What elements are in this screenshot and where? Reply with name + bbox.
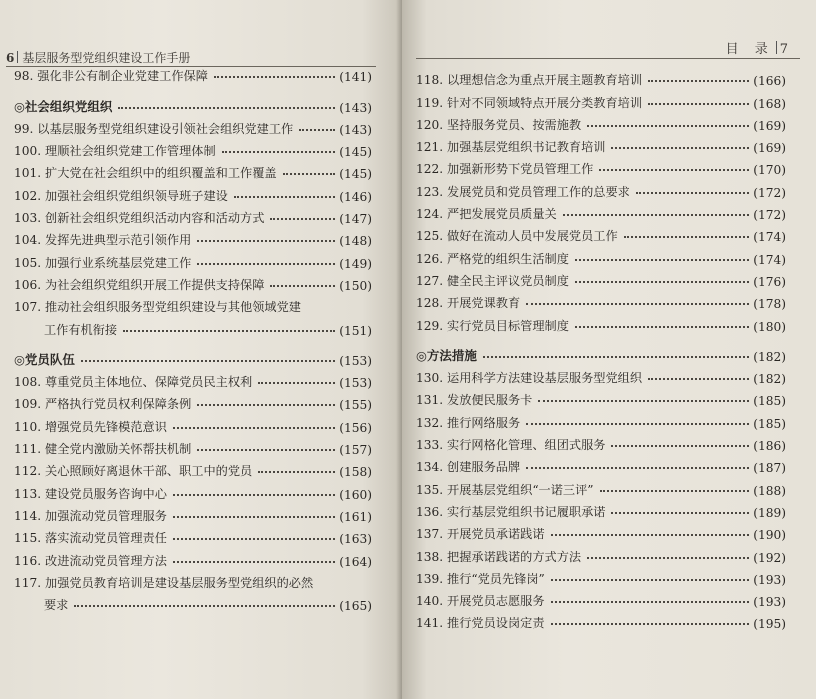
- toc-page-number: (156): [339, 420, 372, 435]
- toc-entry: [14, 502, 372, 524]
- toc-entry-label: 104. 发挥先进典型示范引领作用: [14, 233, 192, 248]
- toc-entry-label: 98. 强化非公有制企业党建工作保障: [14, 69, 208, 84]
- toc-entry-label: 118. 以理想信念为重点开展主题教育培训: [416, 73, 643, 88]
- toc-entry: [416, 311, 786, 333]
- toc-entry-label: 108. 尊重党员主体地位、保障党员民主权利: [14, 375, 253, 390]
- toc-page-number: (143): [339, 122, 372, 137]
- left-page: [0, 0, 402, 699]
- dot-leader: [611, 512, 749, 514]
- toc-list-right: [416, 66, 786, 631]
- toc-page-number: (189): [753, 505, 786, 520]
- toc-page-number: (176): [753, 274, 786, 289]
- toc-entry-label: 140. 开展党员志愿服务: [416, 594, 545, 609]
- toc-entry-label: 116. 改进流动党员管理方法: [14, 553, 167, 568]
- toc-entry: [14, 546, 372, 568]
- dot-leader: [118, 107, 335, 109]
- toc-entry-label: 109. 严格执行党员权利保障条例: [14, 397, 192, 412]
- toc-page-number: (182): [753, 349, 786, 364]
- dot-leader: [587, 125, 749, 127]
- toc-entry: [416, 222, 786, 244]
- dot-leader: [611, 445, 749, 447]
- toc-page-number: (161): [339, 509, 372, 524]
- toc-entry: [14, 181, 372, 203]
- dot-leader: [599, 169, 749, 171]
- dot-leader: [258, 471, 335, 473]
- section-heading-label: ◎党员队伍: [14, 351, 75, 367]
- dot-leader: [526, 423, 749, 425]
- toc-entry-label: 135. 开展基层党组织“一诺三评”: [416, 482, 594, 497]
- toc-entry-label: 125. 做好在流动人员中发展党员工作: [416, 229, 618, 244]
- dot-leader: [197, 449, 335, 451]
- toc-entry: [416, 542, 786, 564]
- toc-entry-label: 120. 坚持服务党员、按需施教: [416, 117, 582, 132]
- toc-entry-label: 136. 实行基层党组织书记履职承诺: [416, 504, 606, 519]
- toc-page-number: (170): [753, 163, 786, 178]
- section-heading-label: ◎方法措施: [416, 347, 477, 363]
- toc-page-number: (180): [753, 319, 786, 334]
- toc-entry-label: 139. 推行“党员先锋岗”: [416, 571, 545, 586]
- toc-page-number: (146): [339, 189, 372, 204]
- toc-page-number: (145): [339, 145, 372, 160]
- dot-leader: [214, 76, 335, 78]
- toc-page-number: (169): [753, 141, 786, 156]
- toc-entry: [416, 498, 786, 520]
- dot-leader: [575, 281, 749, 283]
- toc-entry: [416, 520, 786, 542]
- toc-entry-label-continued: 要求: [44, 598, 69, 613]
- dot-leader: [299, 129, 335, 131]
- toc-page-number: (145): [339, 167, 372, 182]
- toc-entry-label: 121. 加强基层党组织书记教育培训: [416, 140, 606, 155]
- dot-leader: [74, 605, 335, 607]
- dot-leader: [234, 196, 335, 198]
- toc-page-number: (151): [339, 323, 372, 338]
- dot-leader: [563, 214, 750, 216]
- toc-page-number: (158): [339, 465, 372, 480]
- dot-leader: [173, 427, 335, 429]
- toc-page-number: (185): [753, 394, 786, 409]
- section-heading-label: ◎社会组织党组织: [14, 98, 113, 114]
- toc-entry: [14, 412, 372, 434]
- toc-entry: [416, 408, 786, 430]
- toc-page-number: (155): [339, 398, 372, 413]
- toc-page-number: (157): [339, 443, 372, 458]
- toc-entry-label: 129. 实行党员目标管理制度: [416, 318, 569, 333]
- dot-leader: [611, 147, 749, 149]
- toc-entry-label: 132. 推行网络服务: [416, 415, 521, 430]
- dot-leader: [551, 601, 750, 603]
- toc-entry: [14, 524, 372, 546]
- toc-entry-label: 105. 加强行业系统基层党建工作: [14, 255, 192, 270]
- dot-leader: [624, 236, 750, 238]
- toc-entry-label: 113. 建设党员服务咨询中心: [14, 486, 167, 501]
- dot-leader: [648, 103, 749, 105]
- toc-entry: [14, 204, 372, 226]
- dot-leader: [575, 259, 749, 261]
- toc-page-number: (160): [339, 487, 372, 502]
- toc-page-number: (174): [753, 230, 786, 245]
- dot-leader: [648, 80, 749, 82]
- toc-page-number: (195): [753, 617, 786, 632]
- dot-leader: [587, 557, 749, 559]
- running-title: 基层服务型党组织建设工作手册: [22, 51, 191, 65]
- toc-page-number: (190): [753, 528, 786, 543]
- toc-entry-label: 99. 以基层服务型党组织建设引领社会组织党建工作: [14, 121, 294, 136]
- toc-page-number: (148): [339, 234, 372, 249]
- toc-entry: [416, 453, 786, 475]
- toc-page-number: (168): [753, 96, 786, 111]
- toc-page-number: (166): [753, 74, 786, 89]
- toc-entry: [14, 390, 372, 412]
- dot-leader: [526, 467, 749, 469]
- toc-entry: [416, 565, 786, 587]
- toc-page-number: (187): [753, 461, 786, 476]
- right-page: [402, 0, 816, 699]
- toc-entry-label: 102. 加强社会组织党组织领导班子建设: [14, 188, 228, 203]
- toc-entry: [416, 244, 786, 266]
- toc-page-number: (141): [339, 70, 372, 85]
- toc-entry: [14, 248, 372, 270]
- dot-leader: [258, 382, 335, 384]
- dot-leader: [173, 538, 335, 540]
- dot-leader: [483, 356, 749, 358]
- toc-entry-label: 107. 推动社会组织服务型党组织建设与其他领域党建: [14, 300, 301, 315]
- toc-page-number: (186): [753, 439, 786, 454]
- toc-page-number: (182): [753, 372, 786, 387]
- toc-entry: [416, 386, 786, 408]
- toc-entry: [416, 155, 786, 177]
- toc-entry: [14, 159, 372, 181]
- toc-page-number: (192): [753, 550, 786, 565]
- toc-page-number: (153): [339, 353, 372, 368]
- toc-entry: [14, 479, 372, 501]
- header-divider: [776, 41, 777, 54]
- dot-leader: [197, 404, 335, 406]
- toc-entry-label: 103. 创新社会组织党组织活动内容和活动方式: [14, 211, 265, 226]
- toc-entry-label: 119. 针对不同领域特点开展分类教育培训: [416, 95, 643, 110]
- toc-entry: [14, 293, 372, 338]
- dot-leader: [600, 490, 750, 492]
- right-page-header: [726, 38, 794, 57]
- dot-leader: [575, 326, 749, 328]
- toc-entry-label: 123. 发展党员和党员管理工作的总要求: [416, 184, 630, 199]
- dot-leader: [551, 623, 750, 625]
- dot-leader: [270, 285, 335, 287]
- toc-page-number: (193): [753, 595, 786, 610]
- toc-entry-label: 130. 运用科学方法建设基层服务型党组织: [416, 371, 643, 386]
- toc-entry: [14, 271, 372, 293]
- toc-entry: [14, 368, 372, 390]
- dot-leader: [648, 378, 749, 380]
- toc-page-number: (153): [339, 376, 372, 391]
- toc-entry-label: 133. 实行网格化管理、组团式服务: [416, 438, 606, 453]
- dot-leader: [526, 303, 749, 305]
- toc-list-left: [14, 62, 372, 613]
- left-page-number: 6: [6, 51, 15, 65]
- toc-entry-label: 127. 健全民主评议党员制度: [416, 273, 569, 288]
- toc-entry-label: 100. 理顺社会组织党建工作管理体制: [14, 144, 216, 159]
- toc-entry: [14, 115, 372, 137]
- toc-entry-label: 111. 健全党内激励关怀帮扶机制: [14, 442, 192, 457]
- toc-page-number: (185): [753, 416, 786, 431]
- toc-entry-label: 112. 关心照顾好离退休干部、职工中的党员: [14, 464, 253, 479]
- toc-entry: [14, 457, 372, 479]
- toc-entry: [416, 88, 786, 110]
- toc-page-number: (143): [339, 100, 372, 115]
- toc-page-number: (150): [339, 278, 372, 293]
- toc-entry-label: 128. 开展党课教育: [416, 296, 521, 311]
- dot-leader: [636, 192, 749, 194]
- toc-entry: [416, 200, 786, 222]
- toc-entry-label: 138. 把握承诺践诺的方式方法: [416, 549, 582, 564]
- toc-page-number: (172): [753, 185, 786, 200]
- dot-leader: [123, 330, 335, 332]
- dot-leader: [173, 494, 335, 496]
- toc-page-number: (149): [339, 256, 372, 271]
- toc-entry-label: 137. 开展党员承诺践诺: [416, 527, 545, 542]
- toc-section-heading: [14, 92, 372, 114]
- dot-leader: [173, 561, 335, 563]
- toc-entry: [14, 569, 372, 614]
- dot-leader: [283, 173, 336, 175]
- toc-entry-label: 141. 推行党员设岗定责: [416, 616, 545, 631]
- toc-entry-label: 106. 为社会组织党组织开展工作提供支持保障: [14, 277, 265, 292]
- toc-page-number: (164): [339, 554, 372, 569]
- toc-entry-label: 134. 创建服务品牌: [416, 460, 521, 475]
- dot-leader: [222, 151, 336, 153]
- dot-leader: [551, 579, 749, 581]
- dot-leader: [197, 240, 335, 242]
- toc-section-heading: [416, 342, 786, 364]
- dot-leader: [173, 516, 335, 518]
- toc-entry: [14, 62, 372, 84]
- right-page-number: 7: [779, 42, 794, 57]
- dot-leader: [551, 534, 750, 536]
- toc-entry: [416, 431, 786, 453]
- toc-entry: [416, 111, 786, 133]
- toc-entry: [416, 133, 786, 155]
- toc-page-number: (147): [339, 212, 372, 227]
- toc-page-number: (165): [339, 599, 372, 614]
- header-rule: [416, 58, 800, 59]
- toc-entry-label: 114. 加强流动党员管理服务: [14, 508, 167, 523]
- section-title: 目 录: [725, 42, 774, 57]
- toc-entry: [416, 177, 786, 199]
- toc-entry: [416, 267, 786, 289]
- toc-entry: [416, 289, 786, 311]
- toc-entry-label: 110. 增强党员先锋模范意识: [14, 419, 167, 434]
- toc-entry-label-continued: 工作有机衔接: [44, 322, 118, 337]
- dot-leader: [538, 400, 749, 402]
- toc-entry-label: 124. 严把发展党员质量关: [416, 207, 557, 222]
- toc-entry: [416, 587, 786, 609]
- toc-entry-label: 117. 加强党员教育培训是建设基层服务型党组织的必然: [14, 575, 314, 590]
- toc-entry: [14, 435, 372, 457]
- toc-page-number: (174): [753, 252, 786, 267]
- toc-entry-label: 126. 严格党的组织生活制度: [416, 251, 569, 266]
- toc-entry-label: 101. 扩大党在社会组织中的组织覆盖和工作覆盖: [14, 166, 277, 181]
- dot-leader: [197, 263, 335, 265]
- dot-leader: [270, 218, 335, 220]
- toc-entry: [416, 66, 786, 88]
- toc-entry-label: 131. 发放便民服务卡: [416, 393, 533, 408]
- toc-entry: [14, 226, 372, 248]
- toc-page-number: (172): [753, 208, 786, 223]
- toc-section-heading: [14, 346, 372, 368]
- toc-entry-label: 122. 加强新形势下党员管理工作: [416, 162, 594, 177]
- dot-leader: [81, 360, 335, 362]
- toc-page-number: (169): [753, 118, 786, 133]
- toc-page-number: (178): [753, 297, 786, 312]
- toc-page-number: (163): [339, 532, 372, 547]
- toc-entry-label: 115. 落实流动党员管理责任: [14, 531, 167, 546]
- toc-entry: [416, 475, 786, 497]
- toc-entry: [14, 137, 372, 159]
- toc-page-number: (193): [753, 572, 786, 587]
- toc-page-number: (188): [753, 483, 786, 498]
- toc-entry: [416, 609, 786, 631]
- toc-entry: [416, 364, 786, 386]
